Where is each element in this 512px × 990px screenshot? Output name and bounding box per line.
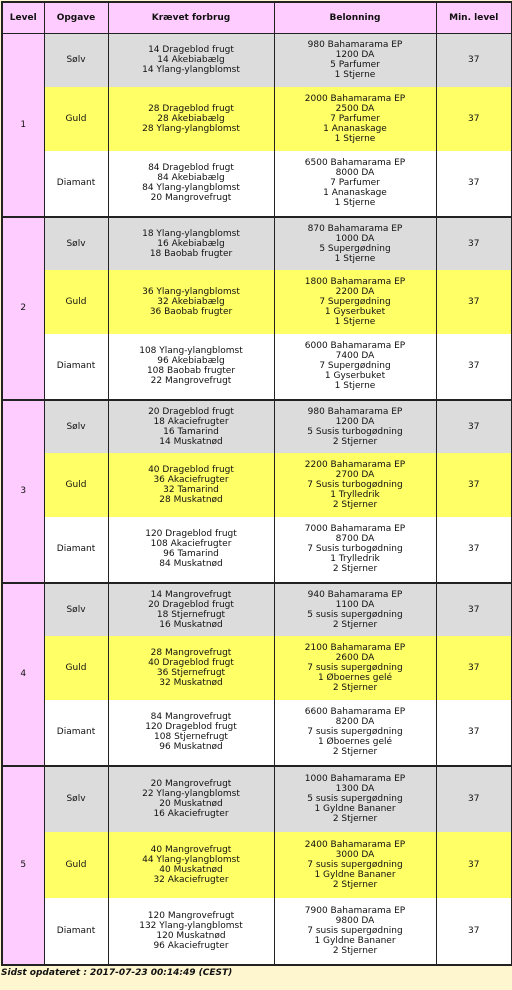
header-reward: Belonning [274,2,436,34]
task-cell: Diamant [44,700,108,766]
level-cell: 2 [2,217,44,400]
required-item: 96 Akaciefrugter [153,940,229,951]
reward-item: 1 Stjerne [334,381,376,391]
required-item: 96 Tamarind [163,549,219,559]
reward-item: 1 Stjerne [334,133,376,144]
required-item: 28 Muskatnød [159,494,223,505]
min-level-cell: 37 [436,766,512,832]
reward-cell [274,832,436,898]
required-item: 120 Mangrovefrugt [147,910,235,921]
level-cell: 5 [2,766,44,965]
required-item: 20 Mangrovefrugt [150,779,232,789]
header-task: Opgave [44,2,108,34]
reward-item: 7 susis supergødning [307,727,403,737]
table-row [2,453,512,517]
reward-item: 870 Bahamarama EP [307,223,403,234]
reward-item: 1 Stjerne [334,316,376,327]
reward-item: 7 Supergødning [319,361,391,371]
required-item: 108 Stjernefrugt [154,732,228,742]
reward-item: 1 Gyldne Bananer [314,935,396,946]
reward-cell [274,87,436,151]
required-item: 84 Muskatnød [159,559,223,569]
reward-item: 1200 DA [335,416,375,427]
table-row [2,334,512,400]
reward-item: 1000 DA [335,233,375,244]
min-level-cell: 37 [436,898,512,965]
reward-cell [274,517,436,583]
reward-item: 980 Bahamarama EP [307,40,403,51]
reward-item: 7 Parfumer [330,113,380,124]
task-cell: Sølv [44,34,108,87]
required-item: 16 Akaciefrugter [153,809,229,819]
required-item: 16 Akebiabælg [157,238,225,249]
reward-item: 2100 Bahamarama EP [304,642,406,653]
required-item: 22 Ylang-ylangblomst [142,789,240,799]
task-cell: Guld [44,270,108,334]
reward-cell [274,34,436,87]
table-body [2,34,512,965]
reward-item: 7900 Bahamarama EP [304,905,406,916]
required-cell [108,34,274,87]
min-level-cell: 37 [436,700,512,766]
reward-item: 1 Ananaskage [323,188,387,198]
task-cell: Sølv [44,400,108,453]
task-cell: Sølv [44,766,108,832]
reward-item: 7 Supergødning [319,296,391,307]
reward-item: 1 Stjerne [334,253,376,264]
required-item: 36 Stjernefrugt [156,667,226,678]
level-cell: 3 [2,400,44,583]
required-item: 18 Akaciefrugter [153,416,229,427]
reward-item: 1 Ananaskage [323,123,387,134]
required-item: 14 Mangrovefrugt [150,589,232,600]
required-item: 40 Drageblod frugt [148,657,234,668]
required-item: 120 Drageblod frugt [145,722,237,732]
required-item: 20 Mangrovefrugt [150,193,232,203]
required-item: 108 Ylang-ylangblomst [139,346,243,356]
required-item: 36 Akaciefrugter [153,474,229,485]
reward-item: 1 Gyldne Bananer [314,869,396,880]
reward-item: 5 Susis turbogødning [307,426,403,437]
reward-item: 9800 DA [335,915,375,926]
reward-item: 2 Stjerner [332,564,378,574]
required-item: 20 Drageblod frugt [148,599,234,610]
table-row [2,636,512,700]
reward-item: 2 Stjerner [332,682,378,693]
reward-cell [274,700,436,766]
header-row [2,2,512,34]
required-item: 20 Muskatnød [159,799,223,809]
reward-item: 1200 DA [335,50,375,61]
task-cell: Guld [44,87,108,151]
reward-cell [274,270,436,334]
reward-item: 1 Stjerne [334,198,376,208]
required-item: 36 Baobab frugter [149,306,233,317]
reward-item: 2400 Bahamarama EP [304,839,406,850]
last-updated: Sidst opdateret : 2017-07-23 00:14:49 (CEST) [1,967,233,978]
task-cell: Diamant [44,334,108,400]
reward-item: 1 Øboernes gelé [317,737,393,747]
reward-item: 7 Susis turbogødning [307,544,403,554]
task-cell: Sølv [44,217,108,270]
reward-cell [274,636,436,700]
task-cell: Diamant [44,517,108,583]
required-cell [108,270,274,334]
task-cell: Diamant [44,151,108,217]
reward-item: 1 Gyldne Bananer [314,804,396,814]
reward-item: 6600 Bahamarama EP [304,707,406,717]
table-row [2,151,512,217]
reward-item: 2 Stjerner [332,619,378,630]
task-cell: Guld [44,636,108,700]
reward-item: 1300 DA [335,784,375,794]
table-row [2,832,512,898]
required-cell [108,151,274,217]
reward-item: 7 susis supergødning [307,925,403,936]
min-level-cell: 37 [436,217,512,270]
required-item: 36 Ylang-ylangblomst [142,286,240,297]
reward-item: 2 Stjerner [332,747,378,757]
reward-item: 2 Stjerner [332,436,378,447]
required-cell [108,517,274,583]
reward-item: 2 Stjerner [332,945,378,956]
task-cell: Diamant [44,898,108,965]
min-level-cell: 37 [436,832,512,898]
reward-item: 8000 DA [335,168,375,178]
required-item: 16 Muskatnød [159,619,223,630]
required-item: 120 Drageblod frugt [145,529,237,539]
reward-item: 7 Susis turbogødning [307,479,403,490]
reward-cell [274,898,436,965]
min-level-cell: 37 [436,400,512,453]
reward-item: 5 susis supergødning [307,794,403,804]
reward-item: 6500 Bahamarama EP [304,158,406,168]
reward-cell [274,151,436,217]
reward-item: 1 Trylledrik [330,554,380,564]
reward-item: 7 Parfumer [330,178,380,188]
min-level-cell: 37 [436,334,512,400]
reward-item: 3000 DA [335,849,375,860]
level-cell: 1 [2,34,44,217]
required-cell [108,217,274,270]
task-table [1,1,512,966]
table-row [2,766,512,832]
required-item: 22 Mangrovefrugt [150,376,232,386]
required-cell [108,636,274,700]
required-item: 18 Stjernefrugt [156,609,226,620]
required-item: 84 Drageblod frugt [148,163,234,173]
reward-item: 2200 DA [335,286,375,297]
reward-cell [274,400,436,453]
required-cell [108,334,274,400]
header-required: Krævet forbrug [108,2,274,34]
header-min-level: Min. level [436,2,512,34]
required-item: 32 Akebiabælg [157,296,225,307]
reward-item: 2000 Bahamarama EP [304,93,406,104]
required-item: 28 Drageblod frugt [148,103,234,114]
required-item: 32 Akaciefrugter [153,874,229,885]
reward-item: 5 Parfumer [330,60,380,71]
required-item: 14 Akebiabælg [157,55,225,66]
reward-item: 2 Stjerner [332,814,378,824]
required-cell [108,700,274,766]
table-row [2,400,512,453]
table-row [2,34,512,87]
required-item: 40 Muskatnød [159,864,223,875]
required-item: 20 Drageblod frugt [148,406,234,417]
reward-item: 5 susis supergødning [307,609,403,620]
required-item: 16 Tamarind [163,426,219,437]
reward-item: 1 Stjerne [334,70,376,81]
required-item: 84 Ylang-ylangblomst [142,183,240,193]
required-item: 28 Akebiabælg [157,113,225,124]
required-item: 28 Ylang-ylangblomst [142,123,240,134]
task-cell: Sølv [44,583,108,636]
reward-item: 2600 DA [335,652,375,663]
table-row [2,87,512,151]
required-item: 18 Baobab frugter [149,248,233,259]
reward-item: 7000 Bahamarama EP [304,524,406,534]
reward-cell [274,217,436,270]
reward-item: 7 susis supergødning [307,859,403,870]
reward-item: 5 Supergødning [319,243,391,254]
reward-item: 7400 DA [335,351,375,361]
reward-item: 7 susis supergødning [307,662,403,673]
reward-item: 2200 Bahamarama EP [304,459,406,470]
reward-item: 1 Trylledrik [330,489,380,500]
table-row [2,700,512,766]
reward-item: 2500 DA [335,103,375,114]
required-item: 40 Drageblod frugt [148,464,234,475]
reward-cell [274,334,436,400]
required-item: 14 Ylang-ylangblomst [142,65,240,76]
reward-cell [274,453,436,517]
reward-item: 1 Gyserbuket [324,306,386,317]
reward-cell [274,583,436,636]
required-item: 96 Muskatnød [159,742,223,752]
table-row [2,217,512,270]
reward-item: 940 Bahamarama EP [307,589,403,600]
required-item: 32 Tamarind [163,484,219,495]
required-cell [108,400,274,453]
table-row [2,517,512,583]
reward-item: 8200 DA [335,717,375,727]
required-item: 132 Ylang-ylangblomst [139,920,243,931]
required-item: 108 Baobab frugter [146,366,236,376]
required-item: 120 Muskatnød [156,930,226,941]
reward-item: 1100 DA [335,599,375,610]
required-cell [108,453,274,517]
required-item: 14 Muskatnød [159,436,223,447]
min-level-cell: 37 [436,34,512,87]
level-cell: 4 [2,583,44,766]
header-level: Level [2,2,44,34]
table-row [2,270,512,334]
task-cell: Guld [44,453,108,517]
min-level-cell: 37 [436,583,512,636]
min-level-cell: 37 [436,87,512,151]
reward-item: 1 Øboernes gelé [317,672,393,683]
reward-item: 1800 Bahamarama EP [304,276,406,287]
reward-item: 980 Bahamarama EP [307,406,403,417]
required-item: 84 Akebiabælg [157,173,225,183]
required-item: 18 Ylang-ylangblomst [142,228,240,239]
table-row [2,583,512,636]
required-item: 32 Muskatnød [159,677,223,688]
min-level-cell: 37 [436,517,512,583]
reward-item: 2 Stjerner [332,879,378,890]
required-cell [108,87,274,151]
table-row [2,898,512,965]
min-level-cell: 37 [436,151,512,217]
min-level-cell: 37 [436,636,512,700]
reward-item: 1000 Bahamarama EP [304,774,406,784]
reward-cell [274,766,436,832]
required-item: 96 Akebiabælg [157,356,225,366]
min-level-cell: 37 [436,453,512,517]
required-item: 14 Drageblod frugt [148,45,234,56]
reward-item: 1 Gyserbuket [324,371,386,381]
min-level-cell: 37 [436,270,512,334]
reward-item: 8700 DA [335,534,375,544]
required-item: 28 Mangrovefrugt [150,647,232,658]
reward-item: 2 Stjerner [332,499,378,510]
required-cell [108,898,274,965]
required-item: 108 Akaciefrugter [150,539,232,549]
reward-item: 2700 DA [335,469,375,480]
required-item: 40 Mangrovefrugt [150,844,232,855]
task-cell: Guld [44,832,108,898]
required-cell [108,766,274,832]
required-cell [108,583,274,636]
required-item: 44 Ylang-ylangblomst [142,854,240,865]
reward-item: 6000 Bahamarama EP [304,341,406,351]
required-item: 84 Mangrovefrugt [150,712,232,722]
required-cell [108,832,274,898]
